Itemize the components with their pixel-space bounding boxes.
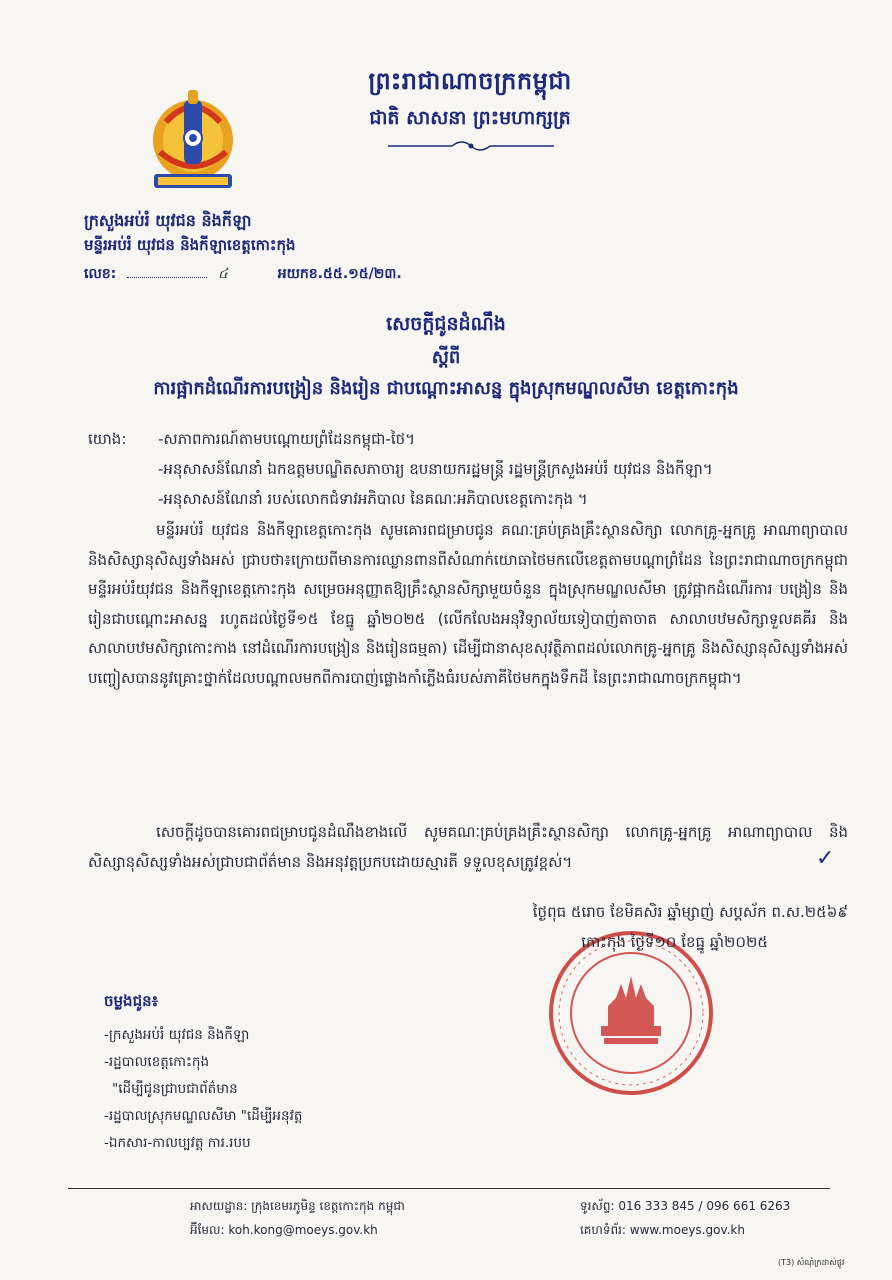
reference-dotted-line [127, 267, 207, 278]
footer-divider [68, 1188, 830, 1189]
footer-phone: ទូរស័ព្ទ: 016 333 845 / 096 661 6263 [580, 1199, 791, 1213]
footer-website: គេហទំព័រ: www.moeys.gov.kh [580, 1223, 745, 1237]
national-motto: ជាតិ សាសនា ព្រះមហាក្សត្រ [369, 107, 571, 129]
ministry-emblem-icon [146, 82, 240, 194]
body-paragraph-2: សេចក្ដីដូចបានគោរពជម្រាបជូនដំណឹងខាងលើ សូមគណៈគ្រប់គ្រងគ្រឹះស្ថានសិក្សា លោកគ្រូ-អ្នកគ្រូ អាណាព្យាបាល និងសិស្សានុសិស្សទាំងអស់ជ្រាបជាព័ត៌មាន និងអនុវត្តប្រកបដោយស្មារតី ទទួលខុសត្រូវខ្ពស់។ [88, 823, 848, 871]
reference-item: -អនុសាសន៍ណែនាំ របស់លោកជំទាវអភិបាល នៃគណៈអភិបាលខេត្តកោះកុង ។ [158, 490, 588, 508]
reference-item: -សភាពការណ៍តាមបណ្ដោយព្រំដែនកម្ពុជា-ថៃ។ [158, 430, 415, 448]
recipients-list [104, 1022, 302, 1157]
document-subject-label: ស្ដីពី [431, 347, 461, 368]
solar-date: កោះកុង ថ្ងៃទី១០ ខែធ្នូ ឆ្នាំ២០២៥ [581, 933, 768, 951]
recipient-item: -ឯកសារ-កាលប្បវត្ត ការ.របប [104, 1135, 251, 1151]
reference-label: លេខ: [84, 266, 117, 282]
reference-suffix: អយកខ.៥៥.១៥/២៣. [277, 266, 402, 282]
document-subject: ការផ្អាកដំណើរការបង្រៀន និងរៀន ជាបណ្ដោះអាសន្ន ក្នុងស្រុកមណ្ឌលសីមា ខេត្តកោះកុង [153, 378, 739, 399]
reference-number-line [84, 264, 402, 285]
reference-number: ៤ [218, 266, 228, 282]
reference-item: -អនុសាសន៍ណែនាំ ឯកឧត្ដមបណ្ឌិតសភាចារ្យ ឧបនាយករដ្ឋមន្ត្រី រដ្ឋមន្ត្រីក្រសួងអប់រំ យុវជន និងកីឡា។ [158, 460, 713, 478]
references-block [88, 424, 848, 514]
kingdom-title: ព្រះរាជាណាចក្រកម្ពុជា [368, 67, 572, 95]
ministry-name: ក្រសួងអប់រំ យុវជន និងកីឡា [84, 211, 252, 230]
handwritten-checkmark-icon: ✓ [816, 846, 835, 871]
recipient-item: "ដើម្បីជូនជ្រាបជាព័ត៌មាន [112, 1081, 238, 1097]
recipient-item: -ក្រសួងអប់រំ យុវជន និងកីឡា [104, 1027, 250, 1043]
references-label: យោង: [88, 430, 127, 448]
department-name: មន្ទីរអប់រំ យុវជន និងកីឡាខេត្តកោះកុង [84, 236, 296, 254]
document-title: សេចក្ដីជូនដំណឹង [386, 313, 506, 335]
footer-email: អ៊ីមែល: koh.kong@moeys.gov.kh [190, 1223, 378, 1237]
body-paragraph-1: មន្ទីរអប់រំ យុវជន និងកីឡាខេត្តកោះកុង សូមគោរពជម្រាបជូន គណៈគ្រប់គ្រងគ្រឹះស្ថានសិក្សា លោកគ្រូ-អ្នកគ្រូ អាណាព្យាបាល និងសិស្សានុសិស្សទាំងអស់ ជ្រាបថា៖ក្រោយពីមានការឈ្លានពានពីសំណាក់យោធាថៃមកលើខេត្តតាមបណ្ដាព្រំដែន នៃព្រះរាជាណាចក្រកម្ពុជា មន្ទីរអប់រំយុវជន និងកីឡាខេត្តកោះកុង សម្រេចអនុញ្ញាតឱ្យគ្រឹះស្ថានសិក្សាមួយចំនួន ក្នុងស្រុកមណ្ឌលសីមា ត្រូវផ្អាកដំណើរការ បង្រៀន និងរៀនជាបណ្ដោះអាសន្ន រហូតដល់ថ្ងៃទី១៥ ខែធ្នូ ឆ្នាំ២០២៥ (លើកលែងអនុវិទ្យាល័យទៀបាញ់តាចាត សាលាបឋមសិក្សាទួលគគីរ និងសាលាបឋមសិក្សាកោះកាង នៅដំណើរការបង្រៀន និងរៀនធម្មតា) ដើម្បីជានាសុខសុវត្ថិភាពដល់លោកគ្រូ-អ្នកគ្រូ និងសិស្សានុសិស្សទាំងអស់ បញ្ចៀសបាននូវគ្រោះថ្នាក់ដែលបណ្ដាលមកពីការបាញ់ផ្លោងកាំភ្លើងធំរបស់ភាគីថៃមកក្នុងទឹកដី នៃព្រះរាជាណាចក្រកម្ពុជា។ [88, 521, 848, 687]
recipients-title: ចម្លងជូន៖ [104, 992, 159, 1010]
ornament-flourish-icon [386, 138, 556, 154]
lunar-date: ថ្ងៃពុធ ៥រោច ខែមិគសិរ ឆ្នាំម្សាញ់ សប្តស័ក ព.ស.២៥៦៩ [532, 903, 848, 921]
print-code: (T3) សំណុំក្រដាស់ផ្លូវ [778, 1258, 845, 1267]
recipient-item: -រដ្ឋបាលស្រុកមណ្ឌលសីមា "ដើម្បីអនុវត្ត [104, 1108, 303, 1124]
recipient-item: -រដ្ឋបាលខេត្តកោះកុង [104, 1054, 210, 1070]
footer-address: អាសយដ្ឋាន: ក្រុងខេមរភូមិន្ទ ខេត្តកោះកុង កម្ពុជា [190, 1199, 405, 1213]
